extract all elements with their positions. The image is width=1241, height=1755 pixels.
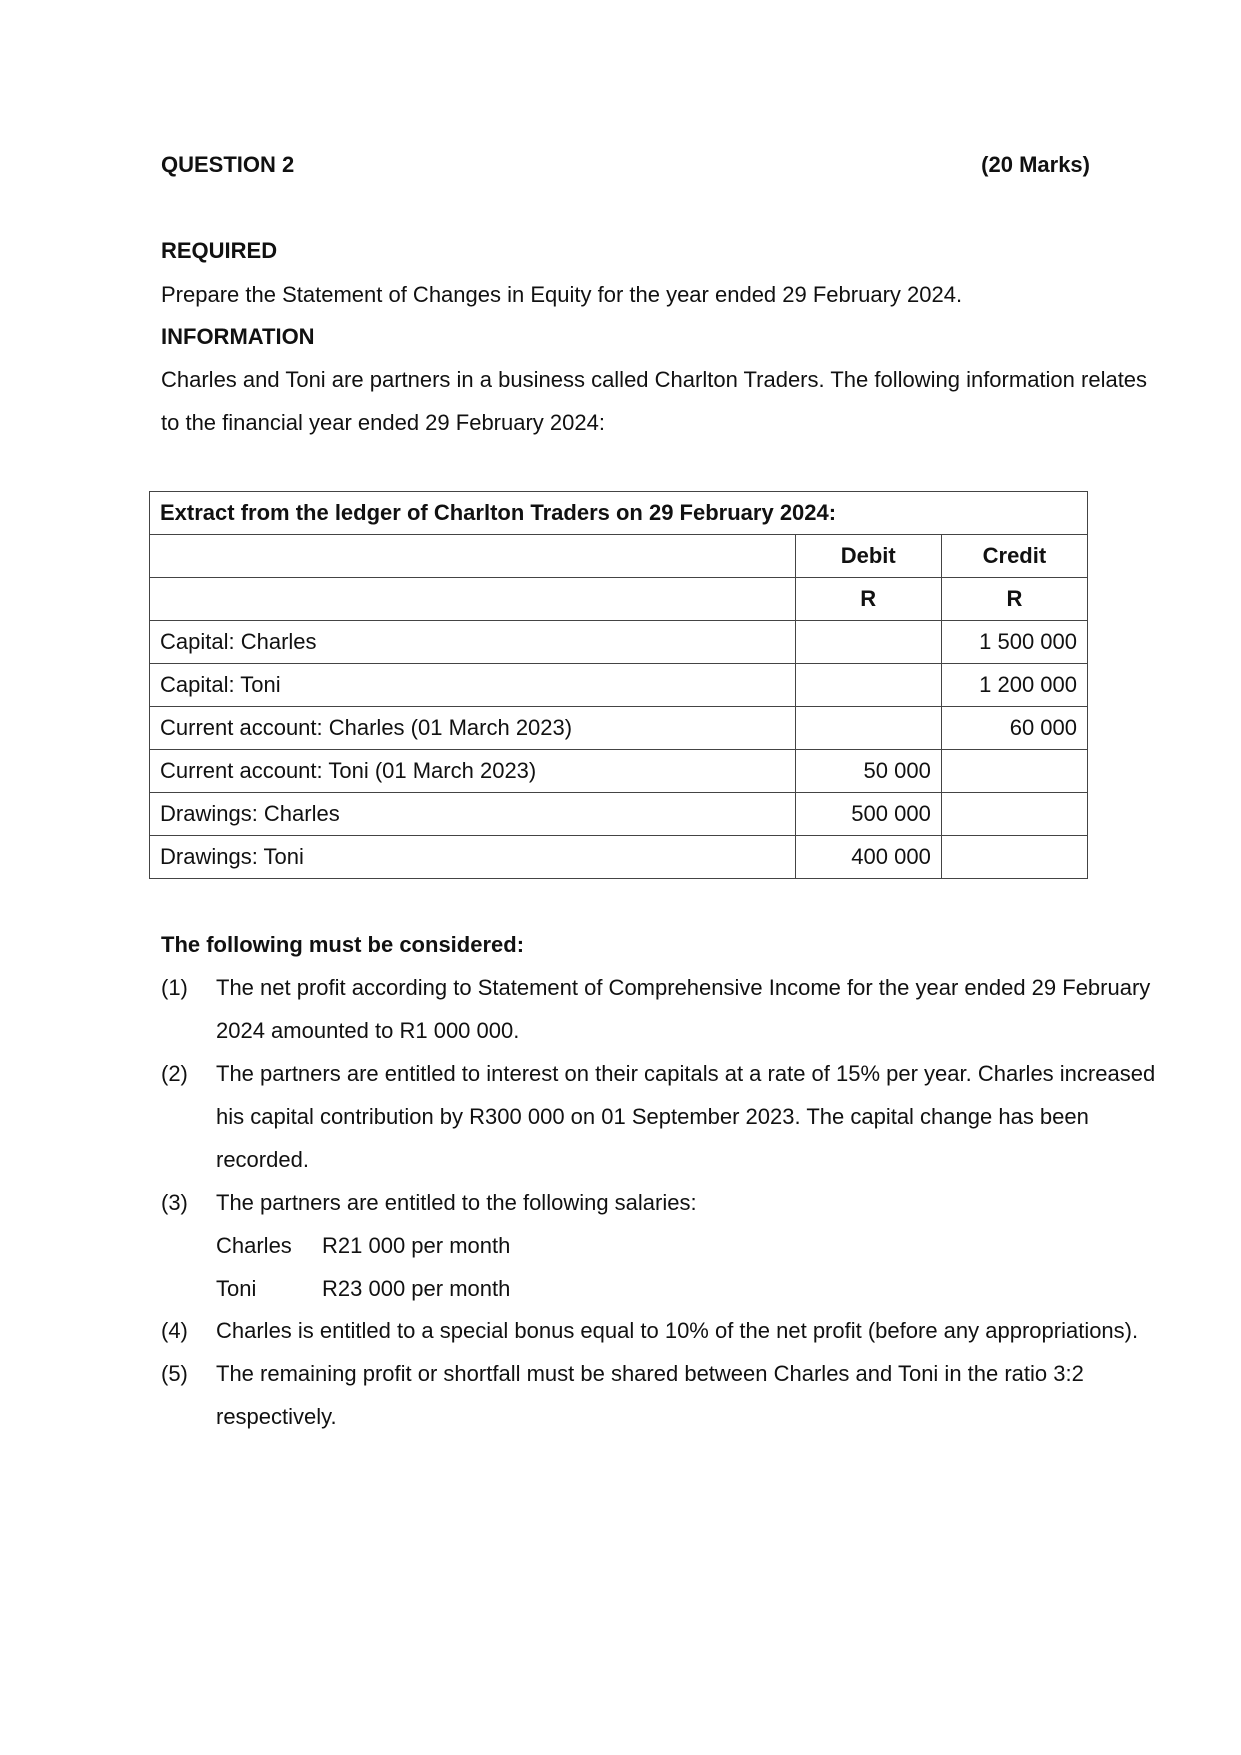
considerations-heading: The following must be considered: <box>161 932 525 957</box>
salary-amount: R21 000 per month <box>322 1233 511 1258</box>
ledger-header-blank <box>150 535 796 578</box>
ledger-extract-table <box>149 491 1088 879</box>
debit-amount: 50 000 <box>795 750 941 793</box>
credit-amount <box>941 793 1087 836</box>
ledger-header-row <box>150 535 1088 578</box>
salary-amount: R23 000 per month <box>322 1276 511 1301</box>
item-text-line: Charles is entitled to a special bonus equal to 10% of the net profit (before any appropriations). <box>216 1318 1139 1343</box>
information-line-1: Charles and Toni are partners in a business called Charlton Traders. The following information relates <box>161 367 1148 392</box>
item-text-line: The partners are entitled to the following salaries: <box>216 1190 697 1215</box>
account-name: Capital: Charles <box>150 621 796 664</box>
credit-amount: 60 000 <box>941 707 1087 750</box>
debit-amount: 400 000 <box>795 836 941 879</box>
item-text-line: respectively. <box>216 1404 337 1429</box>
item-number: (5) <box>161 1361 188 1386</box>
debit-amount <box>795 664 941 707</box>
table-row <box>150 621 1088 664</box>
debit-amount: 500 000 <box>795 793 941 836</box>
item-text-line: recorded. <box>216 1147 309 1172</box>
item-text-line: The partners are entitled to interest on their capitals at a rate of 15% per year. Charles increased <box>216 1061 1156 1086</box>
table-row <box>150 707 1088 750</box>
required-text: Prepare the Statement of Changes in Equity for the year ended 29 February 2024. <box>161 282 963 307</box>
table-row <box>150 750 1088 793</box>
required-heading: REQUIRED <box>161 238 278 263</box>
debit-unit: R <box>795 578 941 621</box>
table-row <box>150 664 1088 707</box>
ledger-unit-row <box>150 578 1088 621</box>
salary-partner-name: Toni <box>216 1276 257 1301</box>
information-heading: INFORMATION <box>161 324 315 349</box>
question-title: QUESTION 2 <box>161 152 295 177</box>
information-line-2: to the financial year ended 29 February 2024: <box>161 410 605 435</box>
account-name: Drawings: Charles <box>150 793 796 836</box>
ledger-unit-blank <box>150 578 796 621</box>
item-text-line: 2024 amounted to R1 000 000. <box>216 1018 520 1043</box>
salary-partner-name: Charles <box>216 1233 292 1258</box>
credit-amount <box>941 836 1087 879</box>
credit-header: Credit <box>941 535 1087 578</box>
account-name: Capital: Toni <box>150 664 796 707</box>
credit-unit: R <box>941 578 1087 621</box>
debit-header: Debit <box>795 535 941 578</box>
item-number: (2) <box>161 1061 188 1086</box>
credit-amount: 1 200 000 <box>941 664 1087 707</box>
credit-amount <box>941 750 1087 793</box>
credit-amount: 1 500 000 <box>941 621 1087 664</box>
account-name: Drawings: Toni <box>150 836 796 879</box>
table-row <box>150 836 1088 879</box>
ledger-caption-row <box>150 492 1088 535</box>
question-marks: (20 Marks) <box>981 152 1090 177</box>
account-name: Current account: Charles (01 March 2023) <box>150 707 796 750</box>
debit-amount <box>795 621 941 664</box>
account-name: Current account: Toni (01 March 2023) <box>150 750 796 793</box>
ledger-caption: Extract from the ledger of Charlton Traders on 29 February 2024: <box>150 492 1088 535</box>
item-number: (1) <box>161 975 188 1000</box>
item-text-line: his capital contribution by R300 000 on 01 September 2023. The capital change has been <box>216 1104 1089 1129</box>
item-number: (4) <box>161 1318 188 1343</box>
item-text-line: The net profit according to Statement of Comprehensive Income for the year ended 29 February <box>216 975 1151 1000</box>
item-number: (3) <box>161 1190 188 1215</box>
table-row <box>150 793 1088 836</box>
debit-amount <box>795 707 941 750</box>
item-text-line: The remaining profit or shortfall must be shared between Charles and Toni in the ratio 3:2 <box>216 1361 1084 1386</box>
